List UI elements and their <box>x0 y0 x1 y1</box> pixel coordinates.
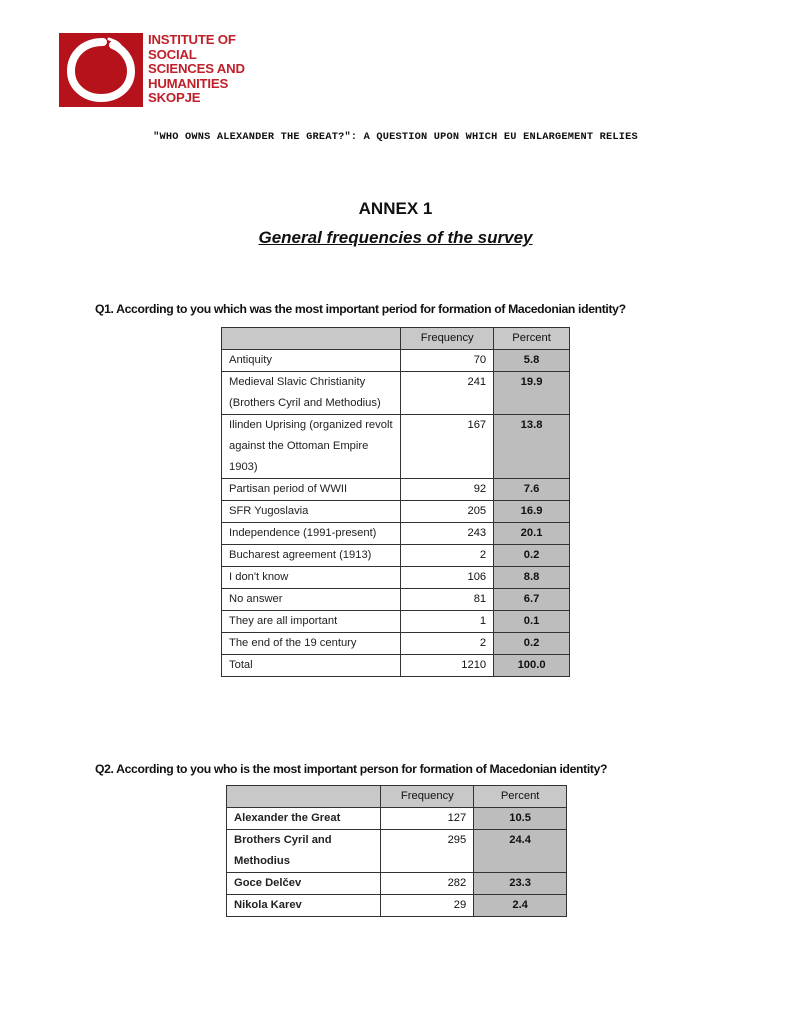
column-header-percent: Percent <box>474 786 567 808</box>
column-header <box>222 328 401 350</box>
row-frequency: 241 <box>401 372 494 415</box>
row-percent: 19.9 <box>494 372 570 415</box>
row-percent: 10.5 <box>474 808 567 830</box>
table-row <box>222 501 570 523</box>
table-row <box>222 523 570 545</box>
table-row <box>222 350 570 372</box>
table-row <box>222 633 570 655</box>
row-label: Bucharest agreement (1913) <box>222 545 401 567</box>
q2-question: Q2. According to you who is the most important person for formation of Macedonian identity? <box>95 762 608 776</box>
row-percent: 20.1 <box>494 523 570 545</box>
row-frequency: 92 <box>401 479 494 501</box>
table-row <box>227 808 567 830</box>
row-label: Brothers Cyril and Methodius <box>227 830 381 873</box>
table-row <box>227 830 567 873</box>
institute-logo <box>59 33 249 107</box>
annex-subtitle: General frequencies of the survey <box>258 228 533 247</box>
row-label: Nikola Karev <box>227 895 381 917</box>
row-label: They are all important <box>222 611 401 633</box>
row-percent: 23.3 <box>474 873 567 895</box>
row-label: The end of the 19 century <box>222 633 401 655</box>
table-row <box>222 545 570 567</box>
row-percent: 6.7 <box>494 589 570 611</box>
logo-line: HUMANITIES <box>148 75 229 91</box>
table-row <box>222 611 570 633</box>
row-frequency: 2 <box>401 633 494 655</box>
row-percent: 0.1 <box>494 611 570 633</box>
row-percent: 5.8 <box>494 350 570 372</box>
row-percent: 100.0 <box>494 655 570 677</box>
q1-frequency-table <box>221 327 570 677</box>
row-frequency: 243 <box>401 523 494 545</box>
row-label: Ilinden Uprising (organized revolt against the Ottoman Empire 1903) <box>222 415 401 479</box>
logo-line: SCIENCES AND <box>148 61 245 77</box>
row-label: I don't know <box>222 567 401 589</box>
row-label: Alexander the Great <box>227 808 381 830</box>
table-row <box>222 372 570 415</box>
row-percent: 0.2 <box>494 633 570 655</box>
table-row <box>222 589 570 611</box>
row-frequency: 1 <box>401 611 494 633</box>
row-label: Goce Delčev <box>227 873 381 895</box>
row-frequency: 29 <box>381 895 474 917</box>
row-label: Partisan period of WWII <box>222 479 401 501</box>
table-row <box>227 873 567 895</box>
column-header-frequency: Frequency <box>401 328 494 350</box>
row-frequency: 295 <box>381 830 474 873</box>
row-label: No answer <box>222 589 401 611</box>
row-label: Medieval Slavic Christianity (Brothers Cyril and Methodius) <box>222 372 401 415</box>
row-frequency: 282 <box>381 873 474 895</box>
column-header-percent: Percent <box>494 328 570 350</box>
row-percent: 0.2 <box>494 545 570 567</box>
q1-question: Q1. According to you which was the most important period for formation of Macedonian identity? <box>95 302 626 316</box>
row-percent: 7.6 <box>494 479 570 501</box>
table-row <box>222 567 570 589</box>
row-percent: 13.8 <box>494 415 570 479</box>
row-percent: 8.8 <box>494 567 570 589</box>
row-label: Independence (1991-present) <box>222 523 401 545</box>
column-header-frequency: Frequency <box>381 786 474 808</box>
table-row <box>222 479 570 501</box>
row-percent: 24.4 <box>474 830 567 873</box>
table-row <box>222 415 570 479</box>
row-percent: 2.4 <box>474 895 567 917</box>
row-frequency: 70 <box>401 350 494 372</box>
row-frequency: 205 <box>401 501 494 523</box>
annex-title: ANNEX 1 <box>358 199 433 218</box>
row-percent: 16.9 <box>494 501 570 523</box>
institute-name <box>143 33 245 107</box>
row-frequency: 2 <box>401 545 494 567</box>
table-header-row <box>227 786 567 808</box>
q2-frequency-table <box>226 785 567 917</box>
row-frequency: 1210 <box>401 655 494 677</box>
logo-line: INSTITUTE OF <box>148 32 236 47</box>
row-frequency: 167 <box>401 415 494 479</box>
circle-swirl-logo-icon <box>59 33 143 107</box>
row-frequency: 106 <box>401 567 494 589</box>
row-frequency: 81 <box>401 589 494 611</box>
logo-line: SKOPJE <box>148 90 201 106</box>
row-frequency: 127 <box>381 808 474 830</box>
row-label: Total <box>222 655 401 677</box>
table-header-row <box>222 328 570 350</box>
row-label: Antiquity <box>222 350 401 372</box>
table-row <box>227 895 567 917</box>
table-row <box>222 655 570 677</box>
column-header <box>227 786 381 808</box>
running-title: "WHO OWNS ALEXANDER THE GREAT?": A QUESTION UPON WHICH EU ENLARGEMENT RELIES <box>153 131 638 143</box>
logo-line: SOCIAL <box>148 46 197 62</box>
row-label: SFR Yugoslavia <box>222 501 401 523</box>
